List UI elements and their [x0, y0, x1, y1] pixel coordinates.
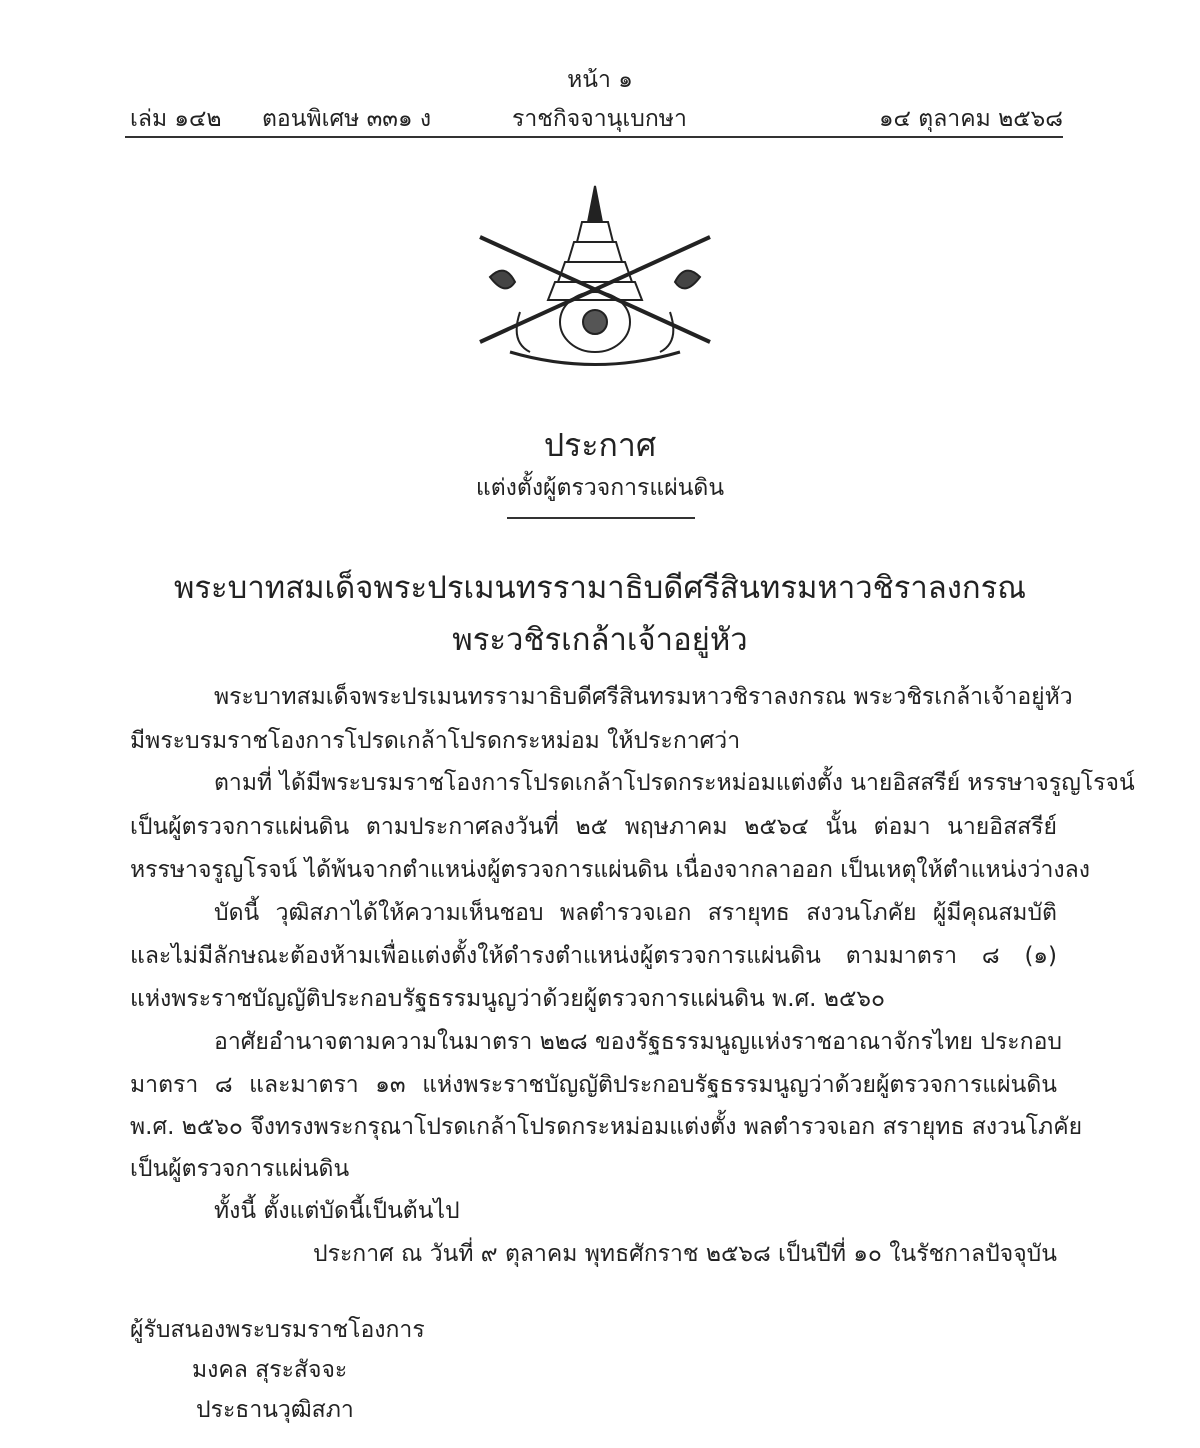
page-number: หน้า ๑ [567, 67, 633, 93]
body-line: และไม่มีลักษณะต้องห้ามเพื่อแต่งตั้งให้ดำรงตำแหน่งผู้ตรวจการแผ่นดิน ตามมาตรา ๘ (๑) [130, 943, 1057, 969]
publication-name: ราชกิจจานุเบกษา [512, 106, 687, 132]
body-line: หรรษาจรูญโรจน์ ได้พ้นจากตำแหน่งผู้ตรวจการแผ่นดิน เนื่องจากลาออก เป็นเหตุให้ตำแหน่งว่างลง [130, 857, 1090, 883]
body-line: แห่งพระราชบัญญัติประกอบรัฐธรรมนูญว่าด้วยผู้ตรวจการแผ่นดิน พ.ศ. ๒๕๖๐ [130, 986, 886, 1012]
body-line: มีพระบรมราชโองการโปรดเกล้าโปรดกระหม่อม ให้ประกาศว่า [130, 728, 741, 754]
countersign-label: ผู้รับสนองพระบรมราชโองการ [130, 1317, 425, 1343]
body-line: ตามที่ ได้มีพระบรมราชโองการโปรดเกล้าโปรดกระหม่อมแต่งตั้ง นายอิสสรีย์ หรรษาจรูญโรจน์ [214, 770, 1135, 796]
document-subtitle: แต่งตั้งผู้ตรวจการแผ่นดิน [475, 475, 725, 501]
section: ตอนพิเศษ ๓๓๑ ง [262, 106, 432, 132]
volume: เล่ม ๑๔๒ [130, 106, 222, 132]
royal-emblem [470, 182, 720, 377]
king-name-line-1: พระบาทสมเด็จพระปรเมนทรรามาธิบดีศรีสินทรมหาวชิราลงกรณ [173, 570, 1027, 606]
body-line: อาศัยอำนาจตามความในมาตรา ๒๒๘ ของรัฐธรรมนูญแห่งราชอาณาจักรไทย ประกอบ [214, 1029, 1062, 1055]
issue-date: ๑๔ ตุลาคม ๒๕๖๘ [878, 106, 1063, 132]
body-line: พระบาทสมเด็จพระปรเมนทรรามาธิบดีศรีสินทรมหาวชิราลงกรณ พระวชิรเกล้าเจ้าอยู่หัว [214, 684, 1073, 710]
header-rule [125, 136, 1063, 138]
body-line: บัดนี้ วุฒิสภาได้ให้ความเห็นชอบ พลตำรวจเอก สรายุทธ สงวนโภคัย ผู้มีคุณสมบัติ [214, 900, 1057, 926]
countersign-position: ประธานวุฒิสภา [196, 1397, 354, 1423]
body-line: เป็นผู้ตรวจการแผ่นดิน ตามประกาศลงวันที่ ๒๕ พฤษภาคม ๒๕๖๔ นั้น ต่อมา นายอิสสรีย์ [130, 814, 1057, 840]
title-rule [507, 517, 695, 519]
king-name-line-2: พระวชิรเกล้าเจ้าอยู่หัว [452, 622, 748, 658]
body-line: ทั้งนี้ ตั้งแต่บัดนี้เป็นต้นไป [214, 1198, 460, 1224]
body-line: พ.ศ. ๒๕๖๐ จึงทรงพระกรุณาโปรดเกล้าโปรดกระหม่อมแต่งตั้ง พลตำรวจเอก สรายุทธ สงวนโภคัย [130, 1114, 1083, 1140]
body-line: เป็นผู้ตรวจการแผ่นดิน [130, 1156, 350, 1182]
countersign-name: มงคล สุระสัจจะ [192, 1357, 348, 1383]
body-line: มาตรา ๘ และมาตรา ๑๓ แห่งพระราชบัญญัติประกอบรัฐธรรมนูญว่าด้วยผู้ตรวจการแผ่นดิน [130, 1072, 1057, 1098]
proclamation-date: ประกาศ ณ วันที่ ๙ ตุลาคม พุทธศักราช ๒๕๖๘ เป็นปีที่ ๑๐ ในรัชกาลปัจจุบัน [312, 1241, 1057, 1267]
document-title: ประกาศ [543, 426, 657, 464]
